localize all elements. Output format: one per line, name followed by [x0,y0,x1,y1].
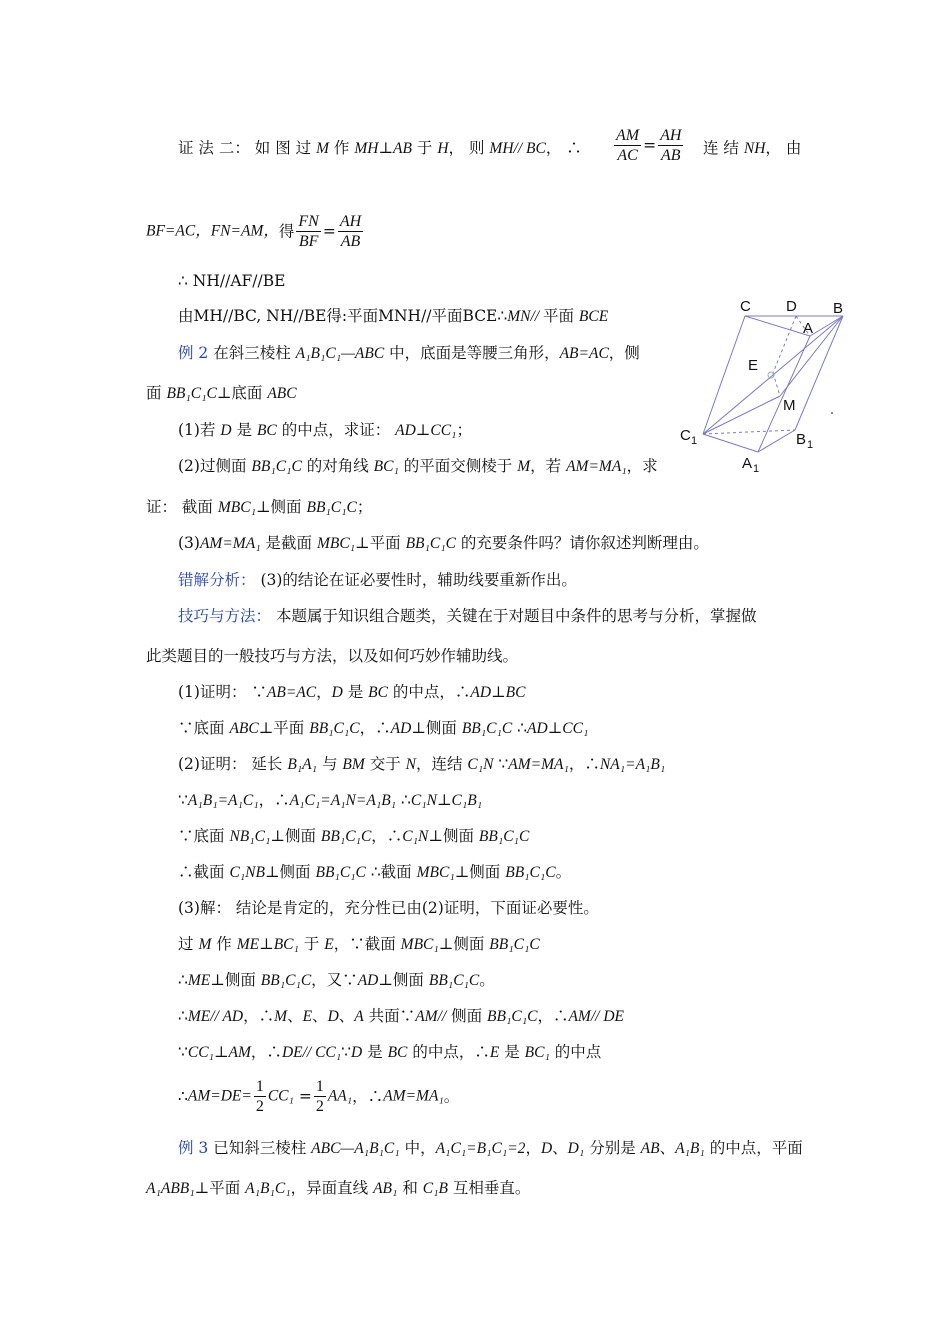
var: AM// DE [568,1008,624,1025]
example2-q1 [178,420,472,441]
text: ⊥ [436,791,452,809]
var: AM=MA₁ [566,458,627,475]
label-m: M [783,397,796,414]
var: BB₁C₁C [489,936,540,953]
prism-figure [670,290,870,480]
label-a1-subscript: 1 [753,463,760,475]
text: ⊥侧面 [264,863,316,881]
var: CC₁ [562,720,589,737]
text: 作 [329,139,355,157]
var: ABC—A₁B₁C₁ [311,1140,400,1157]
var: NB₁C₁ [229,828,271,845]
var: BB₁C₁C [260,972,312,989]
var: BC₁ [273,936,299,953]
text: 分别是 [584,1139,641,1157]
var: C₁N [402,828,429,845]
text: 中，底面是等腰三角形， [384,344,560,362]
var: BCE [578,308,609,325]
text: ，∴ [258,791,290,809]
text: 面 [146,384,167,402]
denominator: 2 [315,1098,324,1115]
text: ，∴ [371,827,403,845]
text: 的中点，求证： [276,421,396,439]
var: AM=MA₁ [383,1087,444,1105]
var: BB₁C₁C [166,385,217,402]
label-a: A [803,320,814,337]
var: D [220,422,232,439]
proof2b-line4 [178,862,571,883]
var: M [274,1008,288,1025]
hidden-segment-de [773,316,796,373]
text: ， [525,1139,541,1157]
text: ∴ [396,791,411,809]
var: ME// AD [187,1008,244,1025]
var: CC₁ [430,422,457,439]
text: ⊥ [259,935,274,953]
numerator: AH [660,127,682,144]
text: ，∴ [359,719,391,737]
var: AM// [415,1008,447,1025]
text: ，异面直线 [290,1179,374,1197]
text: ∵ [178,1043,188,1061]
label-b: B [833,300,844,317]
text: 、 [312,1007,328,1025]
text: ⊥侧面 [454,863,506,881]
var: A₁B₁=A₁C₁ [187,792,259,809]
text: 的中点，平面 [704,1139,803,1157]
text: 。 [443,1087,460,1106]
text: 互相垂直。 [447,1179,531,1197]
var: E [489,1044,500,1061]
text: 证 法 二： 如 图 过 [178,139,317,157]
var: BC [368,684,388,701]
var: AB [640,1140,660,1157]
var: A₁C₁=B₁C₁=2 [435,1140,526,1157]
var: H [437,140,449,157]
label-c1: C [680,427,691,444]
proof2-fractions [612,126,685,165]
hidden-edge-c1b1 [703,430,795,434]
proof3-line6 [178,1077,459,1116]
text: 中， [399,1139,436,1157]
text: ，又∵ [311,971,358,989]
proof3-line2 [178,934,540,955]
proof2-line3: ∴ NH//AF//BE [178,272,286,290]
var: MBC₁ [217,499,256,516]
var: MH [354,140,379,157]
text: 、 [659,1139,676,1157]
text: ⊥ [547,719,563,737]
text: ⊥ [213,1043,229,1061]
var: AA₁ [327,1087,353,1105]
example3-line1 [178,1138,803,1159]
fraction-ah-ab [658,126,683,165]
var: D [331,684,343,701]
var: BB₁C₁C [309,720,360,737]
var: AD [395,422,416,439]
denominator: BF [298,233,319,250]
text: 于 [298,935,325,953]
proof2-line4 [178,306,608,327]
label-b1: B [796,431,807,448]
example3-line2 [146,1178,530,1199]
var: BB₁C₁C [320,828,372,845]
text: ⊥侧面 [378,971,429,989]
text: ，∴ [537,1007,569,1025]
technique-line1 [178,606,756,626]
text: ，若 [530,457,567,475]
example2-q2 [178,456,658,477]
equals: = [643,136,657,155]
var: D [540,1140,553,1157]
text: 。 [555,863,572,881]
text: ⊥侧面 [210,971,261,989]
text: 是截面 [260,534,317,552]
text: 是 [362,1043,388,1061]
var: NA₁=A₁B₁ [599,756,666,773]
text: ⊥侧面 [438,935,490,953]
text: 由MH//BC, NH//BE得:平面MNH//平面BCE∴ [178,307,508,325]
fraction-ah-ab [338,212,363,251]
var: AB₁ [373,1180,398,1197]
text: ⊥底面 [216,384,268,402]
edge-ba [810,316,843,336]
text: 作 [211,935,237,953]
text: ∵ [493,755,509,773]
text: 过 [178,935,199,953]
proof1-line1 [178,682,525,703]
var: BB₁C₁C [478,828,530,845]
var: BC [505,684,526,701]
var: AD [390,720,412,737]
text: ； [356,498,373,516]
proof1-line2 [178,718,588,739]
text: 的中点 [549,1043,602,1061]
text: ， ∴ [545,139,582,157]
var: A₁B₁ [675,1140,705,1157]
text: ∴ [178,1087,188,1106]
var: A₁B₁C₁ [245,1180,291,1197]
var: BM [342,756,365,773]
section-label: 技巧与方法： [178,607,272,625]
label-b1-subscript: 1 [807,439,814,451]
text: ，求 [626,457,658,475]
var: C₁B₁ [451,792,483,809]
example2-line1 [178,343,640,364]
text: ， [316,683,332,701]
text: ⊥侧面 [255,498,307,516]
denominator: AB [661,147,681,164]
var: AD [527,720,548,737]
text: 本题属于知识组合题类，关键在于对题目中条件的思考与分析，掌握做 [271,607,757,625]
var: MBC₁ [316,535,356,552]
var: BB₁C₁C [405,535,456,552]
numerator: 1 [315,1078,324,1095]
var: A₁ABB₁ [146,1180,195,1197]
edge-c1a1 [703,434,758,452]
text: 的充要条件吗？请你叙述判断理由。 [455,534,709,552]
stray-dot [831,412,833,414]
text: ⊥平面 [194,1179,246,1197]
text: 的中点，∴ [407,1043,490,1061]
text: 的中点，∴ [387,683,471,701]
fraction-am-ac [614,126,641,165]
var: BC [387,1044,408,1061]
var: M [198,936,212,953]
text: (3)的结论在证必要性时，辅助线要重新作出。 [255,571,577,589]
text: ，侧 [608,344,640,362]
text: ，∴ [243,1007,275,1025]
text: (1)证明： ∵ [178,683,267,701]
text: ，∴ [352,1087,384,1106]
proof2b-line1 [178,754,665,775]
var: CC₁ [187,1044,214,1061]
text: 的平面交侧棱于 [398,457,518,475]
label-d: D [786,298,797,315]
var: AD [470,684,492,701]
var: AD [357,972,379,989]
denominator: AB [340,233,361,250]
example-label: 例 3 [178,1139,209,1157]
edge-ca [745,316,810,336]
var: BB₁C₁C [505,864,556,881]
var: AB [393,140,412,157]
text: 是 [499,1043,525,1061]
var: B₁A₁ [287,756,318,773]
var: BC₁ [524,1044,550,1061]
var: N [405,756,416,773]
text: 与 [317,755,343,773]
text: 在斜三棱柱 [208,344,296,362]
text: ∴截面 [365,863,417,881]
proof2-line2 [146,212,365,251]
label-a1: A [742,455,753,472]
proof2-line1-tail [703,138,801,159]
var: C₁N [467,756,494,773]
fraction-fn-bf [296,212,320,251]
var: M [517,458,531,475]
text: (3) [178,534,200,552]
var: MBC₁ [416,864,455,881]
label-e: E [748,357,759,374]
var: D [351,1044,363,1061]
var: BB₁C₁C [461,720,513,737]
label-c1-subscript: 1 [691,435,698,447]
var: MH// BC [489,140,546,157]
var: AM=MA₁ [508,756,569,773]
var: A [354,1008,364,1025]
var: BC [256,422,277,439]
text: 、 [338,1007,355,1025]
text: 和 [397,1179,423,1197]
text: 证： 截面 [146,498,218,516]
proof3-line3 [178,970,495,991]
text: (2)过侧面 [178,457,252,475]
text: ∴ [512,719,528,737]
text: ⊥侧面 [428,827,479,845]
text: ，连结 [415,755,468,773]
text: (2)证明： 延长 [178,755,288,773]
var: BB₁C₁C [251,458,302,475]
proof3-line1: (3)解： 结论是肯定的，充分性已由(2)证明，下面证必要性。 [178,899,599,917]
var: BB₁C₁C [306,499,357,516]
var: DE// CC₁ [281,1044,342,1061]
var: BB₁C₁C [428,972,480,989]
var: C₁B [422,1180,448,1197]
numerator: AH [339,213,362,230]
text: 连 结 [703,139,744,157]
text: ∵ [341,1043,352,1061]
var: ME [187,972,211,989]
var: AM [228,1044,251,1061]
text: ⊥ [378,139,394,157]
var: M [316,140,329,157]
var: BF=AC，FN=AM， [146,222,279,240]
var: BC₁ [373,458,399,475]
text: ⊥平面 [355,534,406,552]
var: BB₁C₁C [315,864,366,881]
text: ，∵截面 [333,935,401,953]
fraction-one-half [314,1077,326,1116]
text: ， 则 [448,139,490,157]
var: ME [236,936,260,953]
section-label: 错解分析： [178,571,256,589]
text: ⊥ [491,683,506,701]
var: AM=DE= [187,1087,252,1105]
denominator: AC [617,147,638,164]
proof2-line1 [178,138,582,159]
example2-line2 [146,383,297,404]
example-label: 例 2 [178,344,209,362]
var: CC₁ [267,1087,294,1105]
var: D₁ [567,1140,585,1157]
example2-q3 [178,533,709,554]
fraction-one-half [254,1077,266,1116]
proof2b-line2 [178,790,482,811]
text: ∴截面 [178,863,230,881]
text: ，∴ [250,1043,282,1061]
text: 已知斜三棱柱 [208,1139,312,1157]
technique-line2: 此类题目的一般技巧与方法，以及如何巧妙作辅助线。 [146,647,519,665]
equals: = [322,222,336,241]
edge-a1b1 [758,430,795,452]
var: A₁C₁=A₁N=A₁B₁ [289,792,397,809]
text: ； [456,421,472,439]
text: ， 由 [765,139,802,157]
text: 平面 [542,307,579,325]
text: ⊥侧面 [411,719,462,737]
var: E [324,936,334,953]
text: ∵底面 [178,827,230,845]
text: ∵ [178,791,188,809]
text: 、 [287,1007,303,1025]
var: ABC [267,385,297,402]
text: ⊥平面 [258,719,310,737]
text: 共面∵ [363,1007,416,1025]
proof3-line4 [178,1006,624,1027]
text: ⊥侧面 [270,827,321,845]
var: A₁B₁C₁—ABC [295,345,385,362]
var: E [302,1008,313,1025]
var: ABC [229,720,259,737]
text: ∴ [178,971,188,989]
label-c: C [740,298,751,315]
text: 。 [479,971,495,989]
text: 是 [342,683,369,701]
numerator: FN [298,213,319,230]
error-analysis [178,570,577,590]
var: BB₁C₁C [487,1008,538,1025]
var: MBC₁ [400,936,439,953]
text: 的对角线 [301,457,374,475]
equals: = [293,1087,312,1106]
text: 于 [411,139,438,157]
text: 、 [552,1139,568,1157]
text: ∵底面 [178,719,230,737]
text: ∴ [178,1007,188,1025]
numerator: 1 [255,1078,264,1095]
proof3-line5 [178,1042,601,1063]
var: AM=MA₁ [199,535,261,552]
text: 得 [278,222,295,241]
numerator: AM [616,127,640,144]
var: C₁NB [229,864,265,881]
var: AB=AC [559,345,609,362]
proof2b-line3 [178,826,529,847]
text: (1)若 [178,421,221,439]
example2-q2-cont [146,497,372,518]
var: D [327,1008,339,1025]
text: ⊥ [415,421,431,439]
var: MN// [507,308,543,325]
text: ，∴ [568,755,600,773]
denominator: 2 [255,1098,264,1115]
var: C₁N [410,792,437,809]
var: AB=AC [266,684,317,701]
text: 侧面 [446,1007,488,1025]
var: NH [743,140,766,157]
text: 交于 [364,755,406,773]
text: 是 [231,421,257,439]
